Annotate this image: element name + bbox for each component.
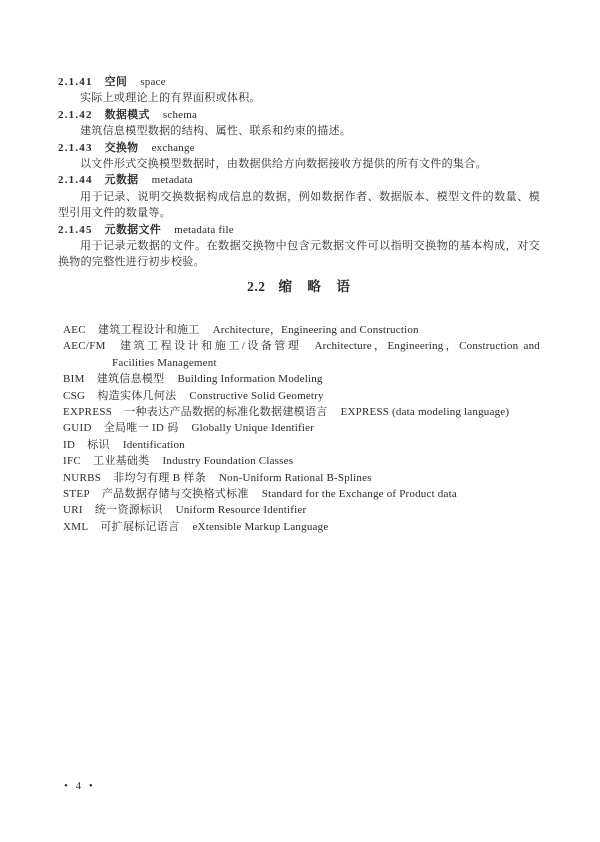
abbreviation-code: AEC bbox=[63, 323, 86, 336]
abbreviation-english: Globally Unique Identifier bbox=[191, 422, 315, 435]
abbreviation-english: eXtensible Markup Language bbox=[192, 520, 329, 533]
abbreviation-row bbox=[63, 338, 540, 371]
term-heading bbox=[58, 222, 540, 238]
abbreviation-code: AEC/FM bbox=[63, 340, 106, 353]
abbreviation-code: URI bbox=[63, 504, 83, 517]
term-entry bbox=[58, 222, 540, 271]
abbreviation-english: Building Information Modeling bbox=[177, 373, 323, 386]
term-heading bbox=[58, 140, 540, 156]
abbreviation-row bbox=[63, 388, 540, 404]
term-english: exchange bbox=[151, 141, 195, 154]
term-number: 2.1.41 bbox=[58, 76, 93, 88]
abbreviation-row bbox=[63, 453, 540, 469]
term-definition: 建筑信息模型数据的结构、属性、联系和约束的描述。 bbox=[80, 125, 352, 138]
abbreviation-code: GUID bbox=[63, 422, 92, 435]
abbreviation-chinese: 产品数据存储与交换格式标准 bbox=[101, 487, 249, 500]
term-chinese: 数据模式 bbox=[104, 108, 150, 121]
term-definition: 以文件形式交换模型数据时，由数据供给方向数据接收方提供的所有文件的集合。 bbox=[80, 158, 487, 171]
abbreviation-english: Constructive Solid Geometry bbox=[189, 389, 324, 402]
abbreviation-english: Identification bbox=[122, 438, 185, 451]
term-number: 2.1.43 bbox=[58, 141, 93, 154]
abbreviation-chinese: 非均匀有理 B 样条 bbox=[113, 471, 207, 484]
abbreviation-english: Industry Foundation Classes bbox=[162, 455, 294, 468]
section-number: 2.2 bbox=[247, 278, 266, 294]
abbreviation-english: Uniform Resource Identifier bbox=[175, 504, 307, 517]
abbreviation-chinese: 可扩展标记语言 bbox=[100, 520, 180, 533]
term-chinese: 元数据文件 bbox=[104, 223, 162, 236]
abbreviation-chinese: 统一资源标识 bbox=[94, 504, 163, 517]
abbreviation-row bbox=[63, 502, 540, 518]
abbreviation-code: CSG bbox=[63, 389, 86, 402]
term-heading bbox=[58, 74, 540, 90]
term-entry bbox=[58, 107, 540, 140]
term-definition: 用于记录、说明交换数据构成信息的数据，例如数据作者、数据版本、模型文件的数量、模型引用文件的数量等。 bbox=[58, 190, 540, 220]
abbreviation-row bbox=[63, 470, 540, 486]
term-english: space bbox=[140, 76, 166, 88]
term-chinese: 元数据 bbox=[104, 174, 139, 187]
abbreviation-code: XML bbox=[63, 520, 89, 533]
abbreviation-english: EXPRESS (data modeling language) bbox=[340, 405, 510, 418]
abbreviation-row bbox=[63, 371, 540, 387]
abbreviation-english: Architecture，Engineering and Construction bbox=[212, 323, 419, 336]
abbreviation-row bbox=[63, 420, 540, 436]
term-entry bbox=[58, 74, 540, 107]
term-definition: 用于记录元数据的文件。在数据交换物中包含元数据文件可以指明交换物的基本构成，对交换物的完整性进行初步校验。 bbox=[58, 240, 540, 269]
abbreviation-chinese: 工业基础类 bbox=[93, 455, 150, 468]
terms-section bbox=[58, 74, 540, 271]
term-entry bbox=[58, 172, 540, 221]
abbreviation-code: STEP bbox=[63, 487, 90, 500]
term-number: 2.1.44 bbox=[58, 174, 93, 187]
abbreviation-english: Architecture，Engineering，Construction and Facilities Management bbox=[112, 340, 540, 369]
abbreviation-english: Non-Uniform Rational B-Splines bbox=[219, 471, 372, 484]
abbreviation-chinese: 建筑工程设计和施工 bbox=[97, 323, 200, 336]
page-number: • 4 • bbox=[64, 780, 93, 792]
term-english: metadata bbox=[151, 174, 193, 187]
section-title: 缩 略 语 bbox=[278, 278, 351, 294]
abbreviation-chinese: 标识 bbox=[87, 438, 110, 451]
term-definition: 实际上或理论上的有界面积或体积。 bbox=[80, 92, 261, 105]
term-number: 2.1.42 bbox=[58, 108, 93, 121]
term-heading bbox=[58, 172, 540, 188]
abbreviation-chinese: 建筑工程设计和施工/设备管理 bbox=[117, 340, 302, 353]
abbreviation-chinese: 构造实体几何法 bbox=[97, 389, 177, 402]
abbreviation-code: EXPRESS bbox=[63, 405, 113, 418]
term-chinese: 交换物 bbox=[104, 141, 139, 154]
term-number: 2.1.45 bbox=[58, 223, 93, 236]
term-entry bbox=[58, 140, 540, 173]
term-heading bbox=[58, 107, 540, 123]
section-heading bbox=[58, 278, 540, 296]
abbreviations-list bbox=[63, 322, 540, 535]
abbreviation-row bbox=[63, 404, 540, 420]
term-chinese: 空间 bbox=[104, 76, 128, 88]
term-english: schema bbox=[162, 108, 198, 121]
abbreviation-code: NURBS bbox=[63, 471, 102, 484]
abbreviation-chinese: 全局唯一 ID 码 bbox=[103, 422, 179, 435]
abbreviation-row bbox=[63, 437, 540, 453]
abbreviation-code: IFC bbox=[63, 455, 82, 468]
abbreviation-row bbox=[63, 486, 540, 502]
abbreviation-chinese: 一种表达产品数据的标准化数据建模语言 bbox=[124, 405, 328, 418]
abbreviation-row bbox=[63, 519, 540, 535]
page-content bbox=[58, 74, 540, 535]
abbreviation-code: BIM bbox=[63, 373, 85, 386]
abbreviation-code: ID bbox=[63, 438, 76, 451]
term-english: metadata file bbox=[174, 223, 234, 236]
abbreviation-chinese: 建筑信息模型 bbox=[96, 373, 165, 386]
abbreviation-english: Standard for the Exchange of Product data bbox=[261, 487, 457, 500]
abbreviation-row bbox=[63, 322, 540, 338]
